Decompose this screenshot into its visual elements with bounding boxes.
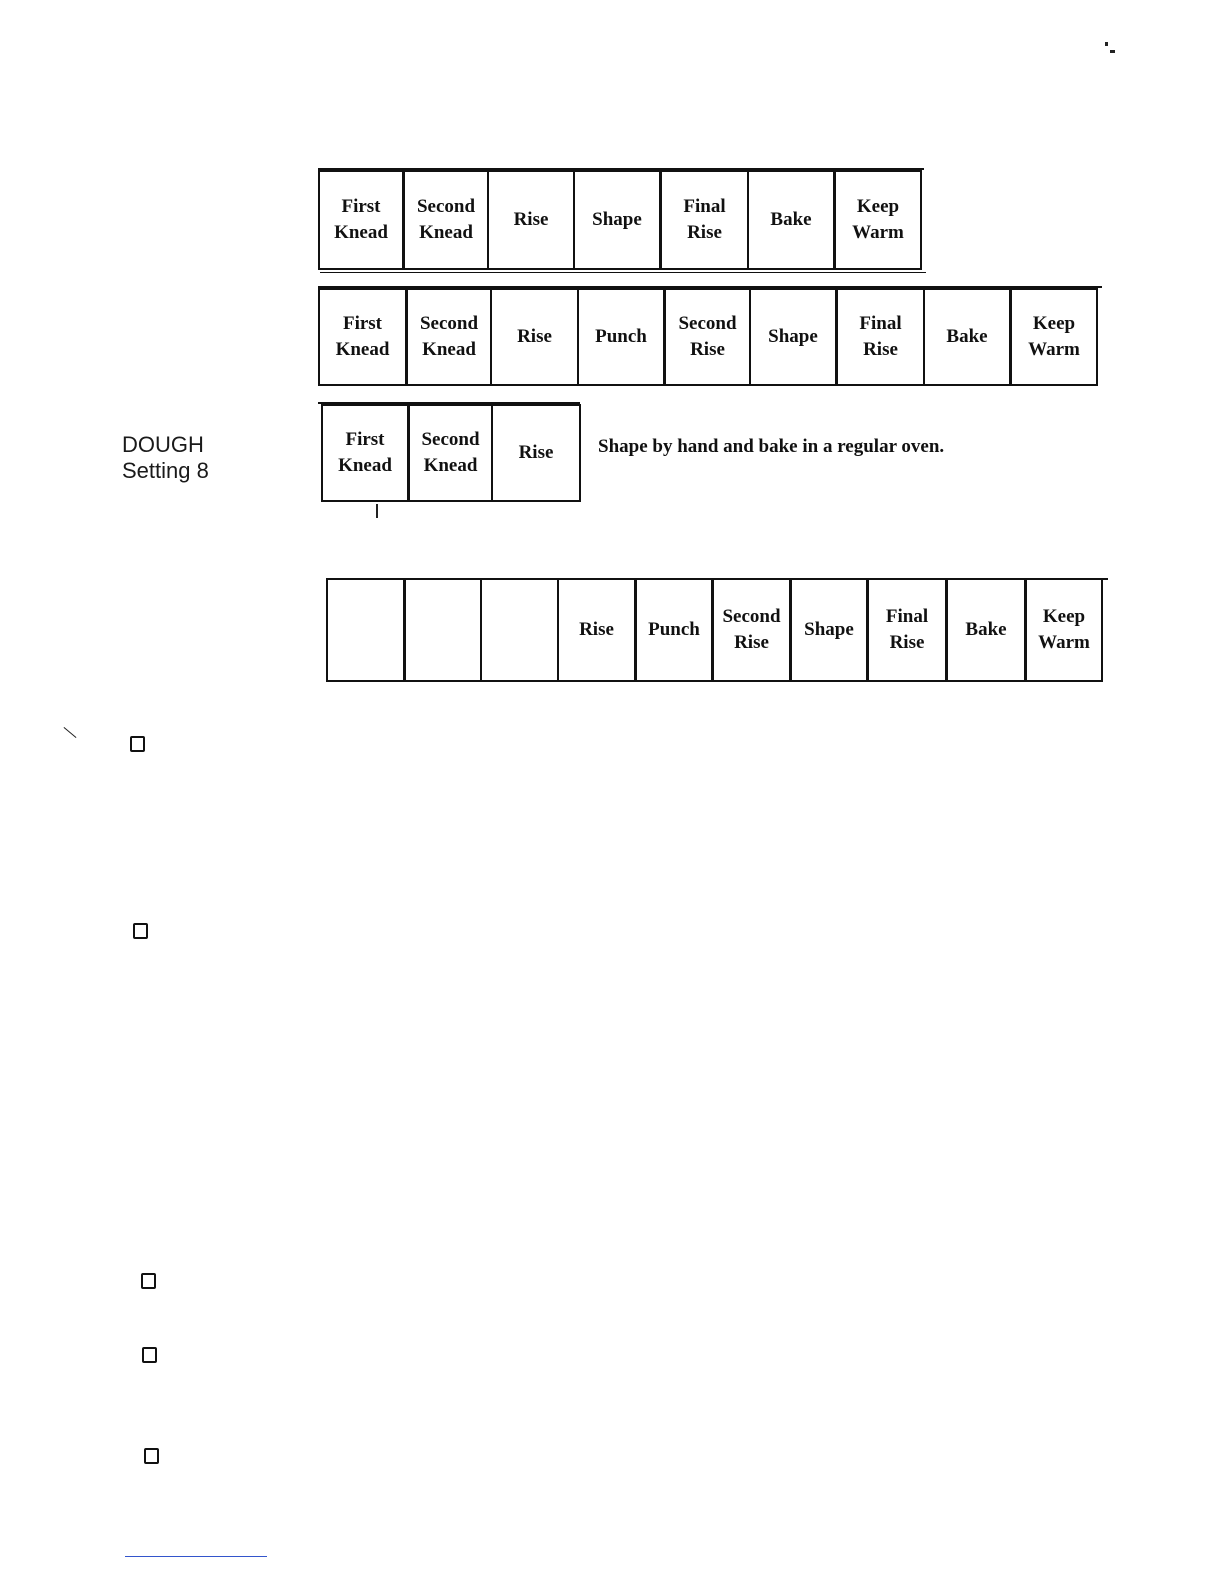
step-bake: Bake [923, 288, 1011, 386]
step-final-rise: Final Rise [835, 288, 925, 386]
step-first-knead: First Knead [321, 404, 409, 502]
step-bake: Bake [747, 170, 835, 270]
step-keep-warm: Keep Warm [1024, 580, 1103, 682]
dough-setting-label [122, 432, 209, 484]
step-shape: Shape [749, 288, 837, 386]
step-punch: Punch [634, 580, 713, 682]
scan-mark [64, 727, 77, 738]
step-keep-warm: Keep Warm [833, 170, 922, 270]
step-second-knead: Second Knead [402, 170, 489, 270]
bottom-rule [125, 1556, 267, 1557]
setting-number-label: Setting 8 [122, 458, 209, 483]
checkbox-3[interactable] [141, 1273, 156, 1289]
scan-speck [1105, 42, 1108, 46]
step-second-rise: Second Rise [711, 580, 791, 682]
checkbox-1[interactable] [130, 736, 145, 752]
dough-note: Shape by hand and bake in a regular oven. [598, 436, 945, 457]
cycle-row-1 [318, 170, 922, 270]
checkbox-2[interactable] [133, 923, 148, 939]
step-second-knead: Second Knead [405, 288, 492, 386]
cycle-row-3 [321, 404, 581, 502]
dough-label: DOUGH [122, 432, 204, 457]
step-final-rise: Final Rise [866, 580, 947, 682]
step-rise: Rise [490, 288, 579, 386]
step-rise: Rise [491, 404, 581, 502]
step-keep-warm: Keep Warm [1009, 288, 1098, 386]
checkbox-5[interactable] [144, 1448, 159, 1464]
step-rise: Rise [557, 580, 636, 682]
cycle-row-2 [318, 288, 1098, 386]
checkbox-4[interactable] [142, 1347, 157, 1363]
cycle-row-4 [326, 580, 1103, 682]
step-final-rise: Final Rise [659, 170, 749, 270]
step-rise: Rise [487, 170, 575, 270]
step-bake: Bake [945, 580, 1026, 682]
step-punch: Punch [577, 288, 665, 386]
step-shape: Shape [573, 170, 661, 270]
step-shape: Shape [789, 580, 868, 682]
step-empty-1 [326, 580, 405, 682]
step-first-knead: First Knead [318, 170, 404, 270]
step-second-knead: Second Knead [407, 404, 493, 502]
scan-speck [1110, 50, 1115, 53]
scan-mark [376, 504, 378, 518]
step-second-rise: Second Rise [663, 288, 751, 386]
step-empty-3 [480, 580, 559, 682]
step-empty-2 [403, 580, 482, 682]
step-first-knead: First Knead [318, 288, 407, 386]
